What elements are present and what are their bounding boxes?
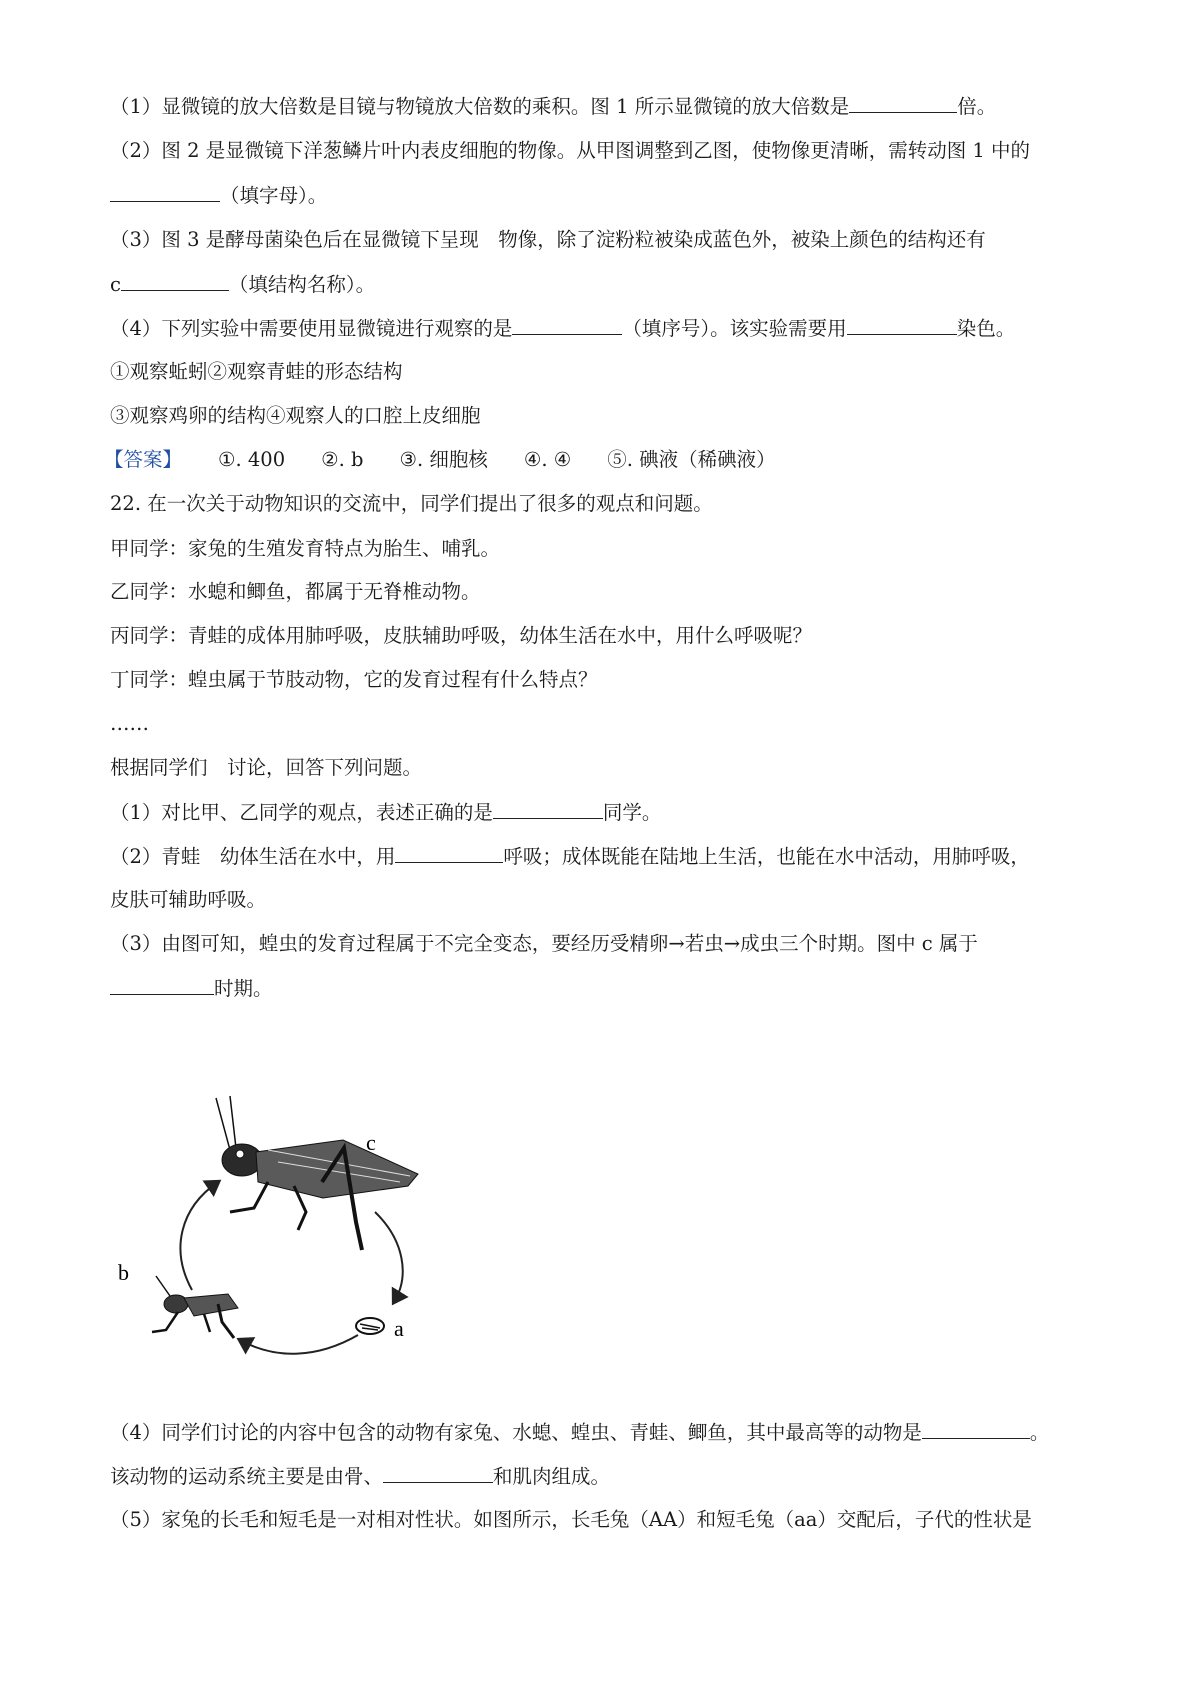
q21-part2: （2）图 2 是显微镜下洋葱鳞片叶内表皮细胞的物像。从甲图调整到乙图，使物像更清晰，需转动图 1 中的 [110,139,1031,162]
q22-part5: （5）家兔的长毛和短毛是一对相对性状。如图所示，长毛兔（AA）和短毛兔（aa）交配后，子代的性状是 [110,1508,1032,1531]
q22-student-yi: 乙同学：水螅和鲫鱼，都属于无脊椎动物。 [110,580,481,603]
q22-part1-text: （1）对比甲、乙同学的观点，表述正确的是 [110,801,493,824]
q22-student-jia: 甲同学：家兔的生殖发育特点为胎生、哺乳。 [110,537,501,560]
q21-part2-cont [110,181,1105,210]
q22-student-bing: 丙同学：青蛙的成体用肺呼吸，皮肤辅助呼吸，幼体生活在水中，用什么呼吸呢？ [110,624,813,647]
q22-part3: （3）由图可知，蝗虫的发育过程属于不完全变态，要经历受精卵→若虫→成虫三个时期。图中 c 属于 [110,932,978,955]
q21-part3-suffix: （填结构名称）。 [228,273,376,296]
cycle-arrow-c-to-a [375,1212,403,1302]
answer-blank [383,1462,493,1483]
q22-part1-suffix: 同学。 [602,801,662,824]
q22-part2-cont: 皮肤可辅助呼吸。 [110,888,267,911]
answer-blank [849,92,957,113]
q21-part1-suffix: 倍。 [957,95,997,118]
q22-student-ding: 丁同学：蝗虫属于节肢动物，它的发育过程有什么特点？ [110,668,598,691]
q21-part4 [110,314,1105,343]
q22-part4b-text: 该动物的运动系统主要是由骨、 [110,1465,384,1488]
answer-blank [922,1418,1030,1439]
q21-part4-text: （4）下列实验中需要使用显微镜进行观察的是 [110,317,513,340]
answer-blank [493,798,603,819]
answer-blank [110,974,214,995]
nymph-locust-drawing [152,1276,238,1338]
q21-part3-cont [110,270,1105,299]
q21-part3-prefix: c [110,273,121,296]
q21-options-1: ①观察蚯蚓②观察青蛙的形态结构 [110,360,403,383]
q21-part4-suffix: 染色。 [956,317,1016,340]
answer-item: ②. b [321,448,364,471]
answer-blank [847,314,957,335]
q22-intro: 根据同学们 讨论，回答下列问题。 [110,756,423,779]
answer-item: ⑤. 碘液（稀碘液） [607,448,776,471]
answer-item: ③. 细胞核 [399,448,488,471]
answer-blank [110,181,220,202]
q21-part1-text: （1）显微镜的放大倍数是目镜与物镜放大倍数的乘积。图 1 所示显微镜的放大倍数是 [110,95,850,118]
cycle-arrow-b-to-c [180,1182,218,1290]
q21-part1 [110,92,1105,121]
answer-item: ④. ④ [523,448,572,471]
answer-item: ①. 400 [218,448,286,471]
q22-part4-cont [110,1462,1105,1491]
answer-tag: 【答案】 [104,448,183,471]
q22-part2-suffix: 呼吸；成体既能在陆地上生活，也能在水中活动，用肺呼吸， [503,845,1030,868]
figure-label-a: a [394,1316,404,1341]
q21-part3: （3）图 3 是酵母菌染色后在显微镜下呈现 物像，除了淀粉粒被染成蓝色外，被染上颜色的结构还有 [110,228,986,251]
q21-part2-suffix: （填字母）。 [220,184,328,207]
q22-part3-cont [110,974,1105,1003]
answer-blank [395,842,503,863]
q22-part4-suffix: 。 [1029,1421,1050,1444]
q22-part2-text: （2）青蛙 幼体生活在水中，用 [110,845,396,868]
locust-life-cycle-figure [118,1090,438,1390]
q22-part4 [110,1418,1105,1447]
q22-part2 [110,842,1105,871]
answer-blank [512,314,622,335]
q22-part4-text: （4）同学们讨论的内容中包含的动物有家兔、水螅、蝗虫、青蛙、鲫鱼，其中最高等的动物是 [110,1421,922,1444]
q22-part1 [110,798,1105,827]
figure-label-c: c [366,1130,376,1155]
answer-blank [121,270,229,291]
q22-ellipsis: …… [110,712,149,735]
q22-part4b-suffix: 和肌肉组成。 [493,1465,611,1488]
q21-options-2: ③观察鸡卵的结构④观察人的口腔上皮细胞 [110,404,481,427]
q22-stem: 22. 在一次关于动物知识的交流中，同学们提出了很多的观点和问题。 [110,492,713,515]
q22-part3-suffix: 时期。 [214,977,273,1000]
figure-label-b: b [118,1260,129,1285]
q21-part4-middle: （填序号）。该实验需要用 [622,317,847,340]
answer-line [104,446,1105,474]
cycle-arrow-a-to-b [240,1335,358,1354]
